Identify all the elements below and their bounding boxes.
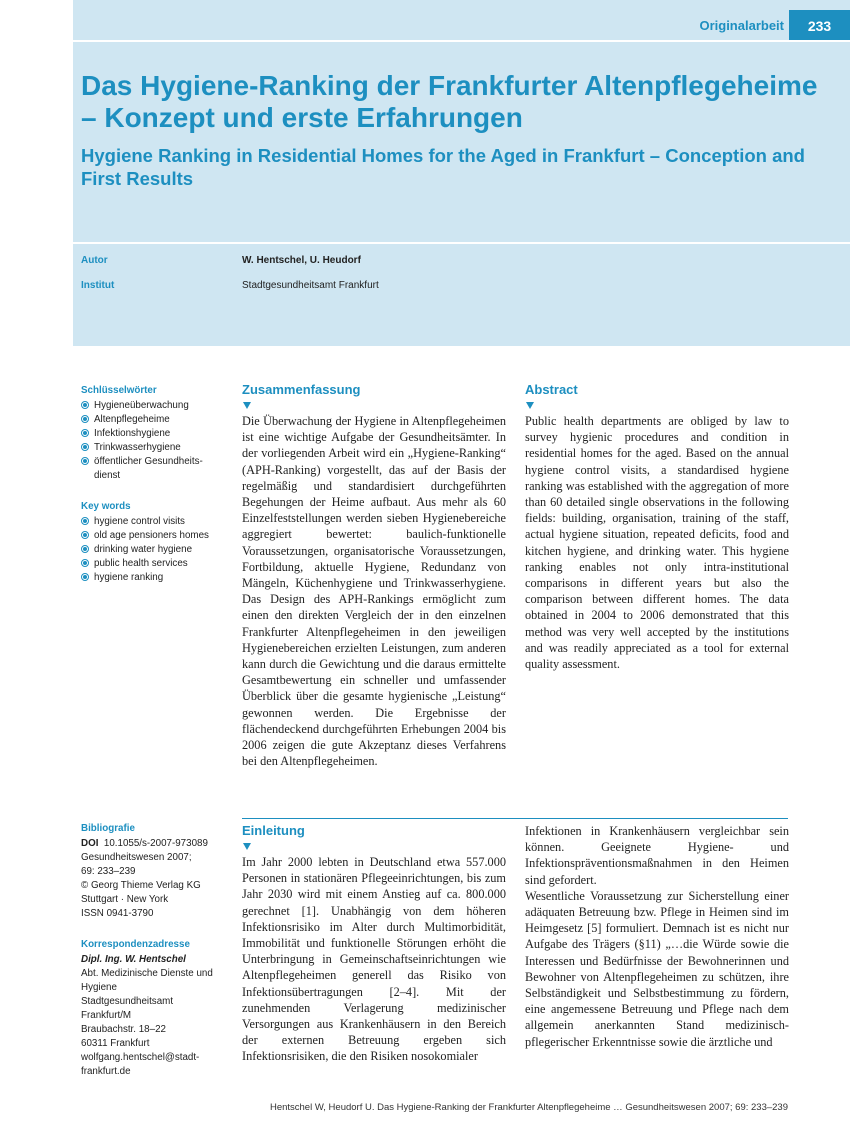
bibliography-line: ISSN 0941-3790 <box>81 908 154 919</box>
arrow-down-icon <box>526 402 534 409</box>
keyword-item: Infektionshygiene <box>81 427 231 441</box>
bibliography-line: 69: 233–239 <box>81 866 136 877</box>
meta-box <box>73 244 850 346</box>
zusammenfassung-text: Die Überwachung der Hygiene in Altenpflegeheimen ist eine wichtige Aufgabe der Gesundheitsämter. In der vorliegenden Arbeit wird ein „Hygiene-Ranking“ (APH-Ranking) vorgestellt, das auf der Basis der regelmäßig und standardisiert durchgeführten Begehungen der Heime aufbaut. Aus mehr als 60 Einzelfeststellungen werden sieben Hygienebereiche aggregiert bewertet: baulich-funktionelle Voraussetzungen, organisatorische Voraussetzungen, Fortbildung, aktuelle Hygiene, Redundanz von Mängeln, Küchenhygiene und Trinkwasserhygiene. Das Design des APH-Rankings ermöglicht zum einen den direkten Vergleich der in den einzelnen Frankfurter Altenpflegeheimen in den jeweiligen Hygienebereichen erzielten Leistungen, zum anderen kann durch die Gewichtung und die daraus ermittelte Gesamtbewertung ein schneller und umfassender Überblick über die gesamte hygienische „Leistung“ gewonnen werden. Die Ergebnisse der flächendeckend durchgeführten Erhebungen 2004 bis 2006 zeigen die gute Akzeptanz dieses Verfahrens bei den Altenpflegeheimen. <box>242 414 506 769</box>
bibliography-line: © Georg Thieme Verlag KG <box>81 880 201 891</box>
institute-value: Stadtgesundheitsamt Frankfurt <box>242 280 379 291</box>
einleitung-col1 <box>242 823 506 1065</box>
keyword-item: Hygieneüberwachung <box>81 399 231 413</box>
bullet-icon <box>81 443 89 451</box>
einleitung-text-col2-p1: Infektionen in Krankenhäusern vergleichbar sein können. Geeignete Hygiene- und Infektionspräventionsmaßnahmen in den Heimen sind gefordert. <box>525 824 789 887</box>
zusammenfassung-heading: Zusammenfassung <box>242 382 361 397</box>
correspondence-email-cont[interactable]: frankfurt.de <box>81 1066 131 1077</box>
title-german: Das Hygiene-Ranking der Frankfurter Altenpflegeheime – Konzept und erste Erfahrungen <box>81 70 818 133</box>
keywords-de <box>81 384 231 483</box>
correspondence-email[interactable]: wolfgang.hentschel@stadt- <box>81 1052 200 1063</box>
bullet-icon <box>81 401 89 409</box>
correspondence-line: Hygiene <box>81 982 117 993</box>
footer-citation: Hentschel W, Heudorf U. Das Hygiene-Ranking der Frankfurter Altenpflegeheime … Gesundheitswesen 2007; 69: 233–239 <box>269 1102 788 1113</box>
keyword-item: öffentlicher Gesundheitsdienst <box>81 455 214 483</box>
correspondence-line: 60311 Frankfurt <box>81 1038 150 1049</box>
abstract-text: Public health departments are obliged by law to survey hygienic procedures and condition in residential homes for the aged. Based on the annual hygiene control visits, a standardised hygiene ranking was established with the aggregation of more than 60 detailed single observations in the following fields: building, organisation, training of the staff, actual hygiene situation, repeated deficits, food and kitchen hygiene, and drinking water. This hygiene ranking enables not only intra-institutional comparisons in different years but also the comparison between different homes. The data obtained in 2004 to 2006 demonstrated that this method was very well accepted by the institutions and was readily appreciated as a tool for external quality assessment. <box>525 414 789 672</box>
section-label: Originalarbeit <box>699 18 784 33</box>
bullet-icon <box>81 517 89 525</box>
author-value: W. Hentschel, U. Heudorf <box>242 255 361 266</box>
bullet-icon <box>81 415 89 423</box>
keyword-item: Altenpflegeheime <box>81 413 231 427</box>
bibliography-line: Stuttgart · New York <box>81 894 169 905</box>
keyword-item: public health services <box>81 557 231 571</box>
page-number: 233 <box>789 10 850 40</box>
einleitung-col2 <box>525 823 789 1050</box>
keywords-de-heading: Schlüsselwörter <box>81 385 157 396</box>
section-divider <box>242 818 788 819</box>
bibliography-heading: Bibliografie <box>81 823 135 834</box>
title-english: Hygiene Ranking in Residential Homes for the Aged in Frankfurt – Conception and First Results <box>81 145 805 189</box>
arrow-down-icon <box>243 402 251 409</box>
keyword-item: Trinkwasserhygiene <box>81 441 231 455</box>
correspondence <box>81 938 231 1079</box>
arrow-down-icon <box>243 843 251 850</box>
abstract-section <box>525 382 789 672</box>
bibliography-line: Gesundheitswesen 2007; <box>81 852 192 863</box>
keyword-item: old age pensioners homes <box>81 529 231 543</box>
bullet-icon <box>81 429 89 437</box>
abstract-heading: Abstract <box>525 382 578 397</box>
bibliography <box>81 822 231 921</box>
correspondence-name: Dipl. Ing. W. Hentschel <box>81 954 186 965</box>
einleitung-text-col1: Im Jahr 2000 lebten in Deutschland etwa 557.000 Personen in stationären Pflegeeinrichtungen, bis zum Jahr 2030 wird mit einem Anstieg auf ca. 800.000 gerechnet [1]. Unabhängig von dem höheren Infektionsrisiko im Alter durch Multimorbidität, Immobilität und funktionelle Störungen erhöht die Unterbringung in Gemeinschaftseinrichtungen wie Altenpflegeheimen generell das Risiko von Infektionsübertragungen [2–4]. Mit der zunehmenden Verlagerung medizinischer Versorgungen aus Krankenhäusern in den Bereich der externen Betreuung ergeben sich Infektionsrisiken, die den Risiken nosokomialer <box>242 855 506 1064</box>
keyword-item: hygiene control visits <box>81 515 231 529</box>
institute-label: Institut <box>81 280 115 291</box>
keyword-item: hygiene ranking <box>81 571 231 585</box>
zusammenfassung-section <box>242 382 506 769</box>
keywords-en-heading: Key words <box>81 501 131 512</box>
correspondence-heading: Korrespondenzadresse <box>81 939 190 950</box>
correspondence-line: Abt. Medizinische Dienste und <box>81 968 213 979</box>
doi-line: DOI 10.1055/s-2007-973089 <box>81 838 208 849</box>
bullet-icon <box>81 559 89 567</box>
author-label: Autor <box>81 255 108 266</box>
correspondence-line: Frankfurt/M <box>81 1010 132 1021</box>
bullet-icon <box>81 573 89 581</box>
keyword-item: drinking water hygiene <box>81 543 231 557</box>
correspondence-line: Stadtgesundheitsamt <box>81 996 174 1007</box>
bullet-icon <box>81 531 89 539</box>
bullet-icon <box>81 457 89 465</box>
einleitung-heading: Einleitung <box>242 823 305 838</box>
einleitung-text-col2-p2: Wesentliche Voraussetzung zur Sicherstellung einer adäquaten Betreuung bzw. Pflege in Heimen sind im Heimgesetz [5] formuliert. Demnach ist es nicht nur Aufgabe des Trägers (§11) „…die Würde sowie die Interessen und Bedürfnisse der Bewohnerinnen und Bewohner von Altenpflegeheimen zu schützen, ihre Selbständigkeit und Selbstbestimmung zu fördern, eine angemessene Betreuung und Pflege nach dem allgemein anerkannten Stand medizinisch-pflegerischer Erkenntnisse sowie die ärztliche und <box>525 888 789 1049</box>
bullet-icon <box>81 545 89 553</box>
correspondence-line: Braubachstr. 18–22 <box>81 1024 166 1035</box>
keywords-en <box>81 500 231 585</box>
